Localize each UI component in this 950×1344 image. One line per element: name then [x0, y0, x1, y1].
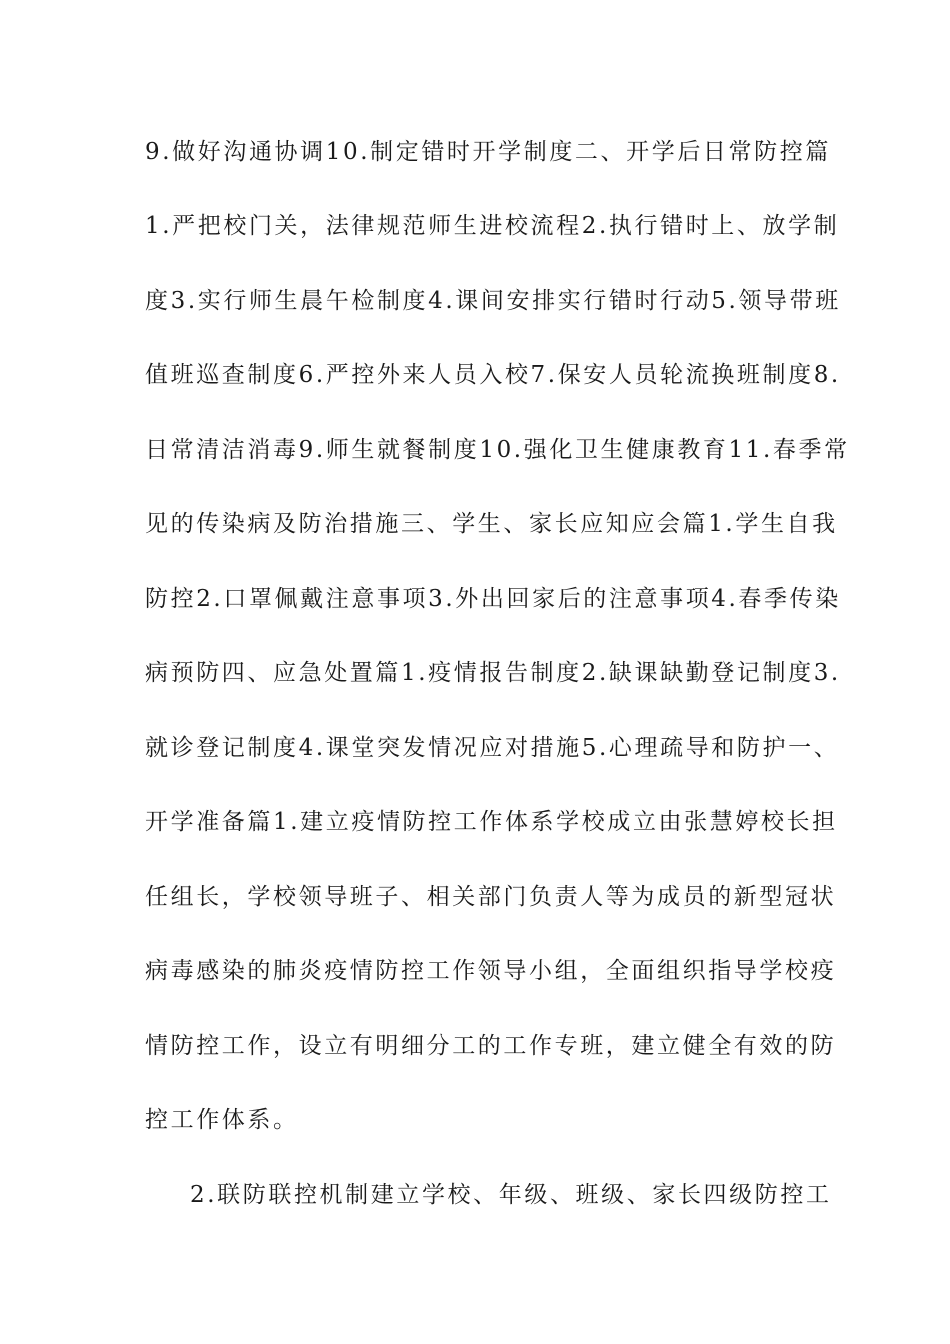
text-line: 防控2.口罩佩戴注意事项3.外出回家后的注意事项4.春季传染: [145, 586, 841, 612]
text-line: 控工作体系。: [145, 1107, 299, 1133]
text-line: 9.做好沟通协调10.制定错时开学制度二、开学后日常防控篇: [145, 139, 831, 165]
text-line: 开学准备篇1.建立疫情防控工作体系学校成立由张慧婷校长担: [145, 809, 838, 835]
text-line: 日常清洁消毒9.师生就餐制度10.强化卫生健康教育11.春季常: [145, 437, 850, 463]
text-line: 任组长，学校领导班子、相关部门负责人等为成员的新型冠状: [145, 884, 837, 910]
text-line: 度3.实行师生晨午检制度4.课间安排实行错时行动5.领导带班: [145, 288, 841, 314]
text-line: 情防控工作，设立有明细分工的工作专班，建立健全有效的防: [145, 1033, 837, 1059]
text-line: 就诊登记制度4.课堂突发情况应对措施5.心理疏导和防护一、: [145, 735, 840, 761]
text-line: 见的传染病及防治措施三、学生、家长应知应会篇1.学生自我: [145, 511, 838, 537]
text-line: 值班巡查制度6.严控外来人员入校7.保安人员轮流换班制度8.: [145, 362, 841, 388]
text-line: 2.联防联控机制建立学校、年级、班级、家长四级防控工: [190, 1182, 832, 1208]
text-line: 病预防四、应急处置篇1.疫情报告制度2.缺课缺勤登记制度3.: [145, 660, 841, 686]
text-line: 病毒感染的肺炎疫情防控工作领导小组，全面组织指导学校疫: [145, 958, 837, 984]
text-line: 1.严把校门关，法律规范师生进校流程2.执行错时上、放学制: [145, 213, 840, 239]
